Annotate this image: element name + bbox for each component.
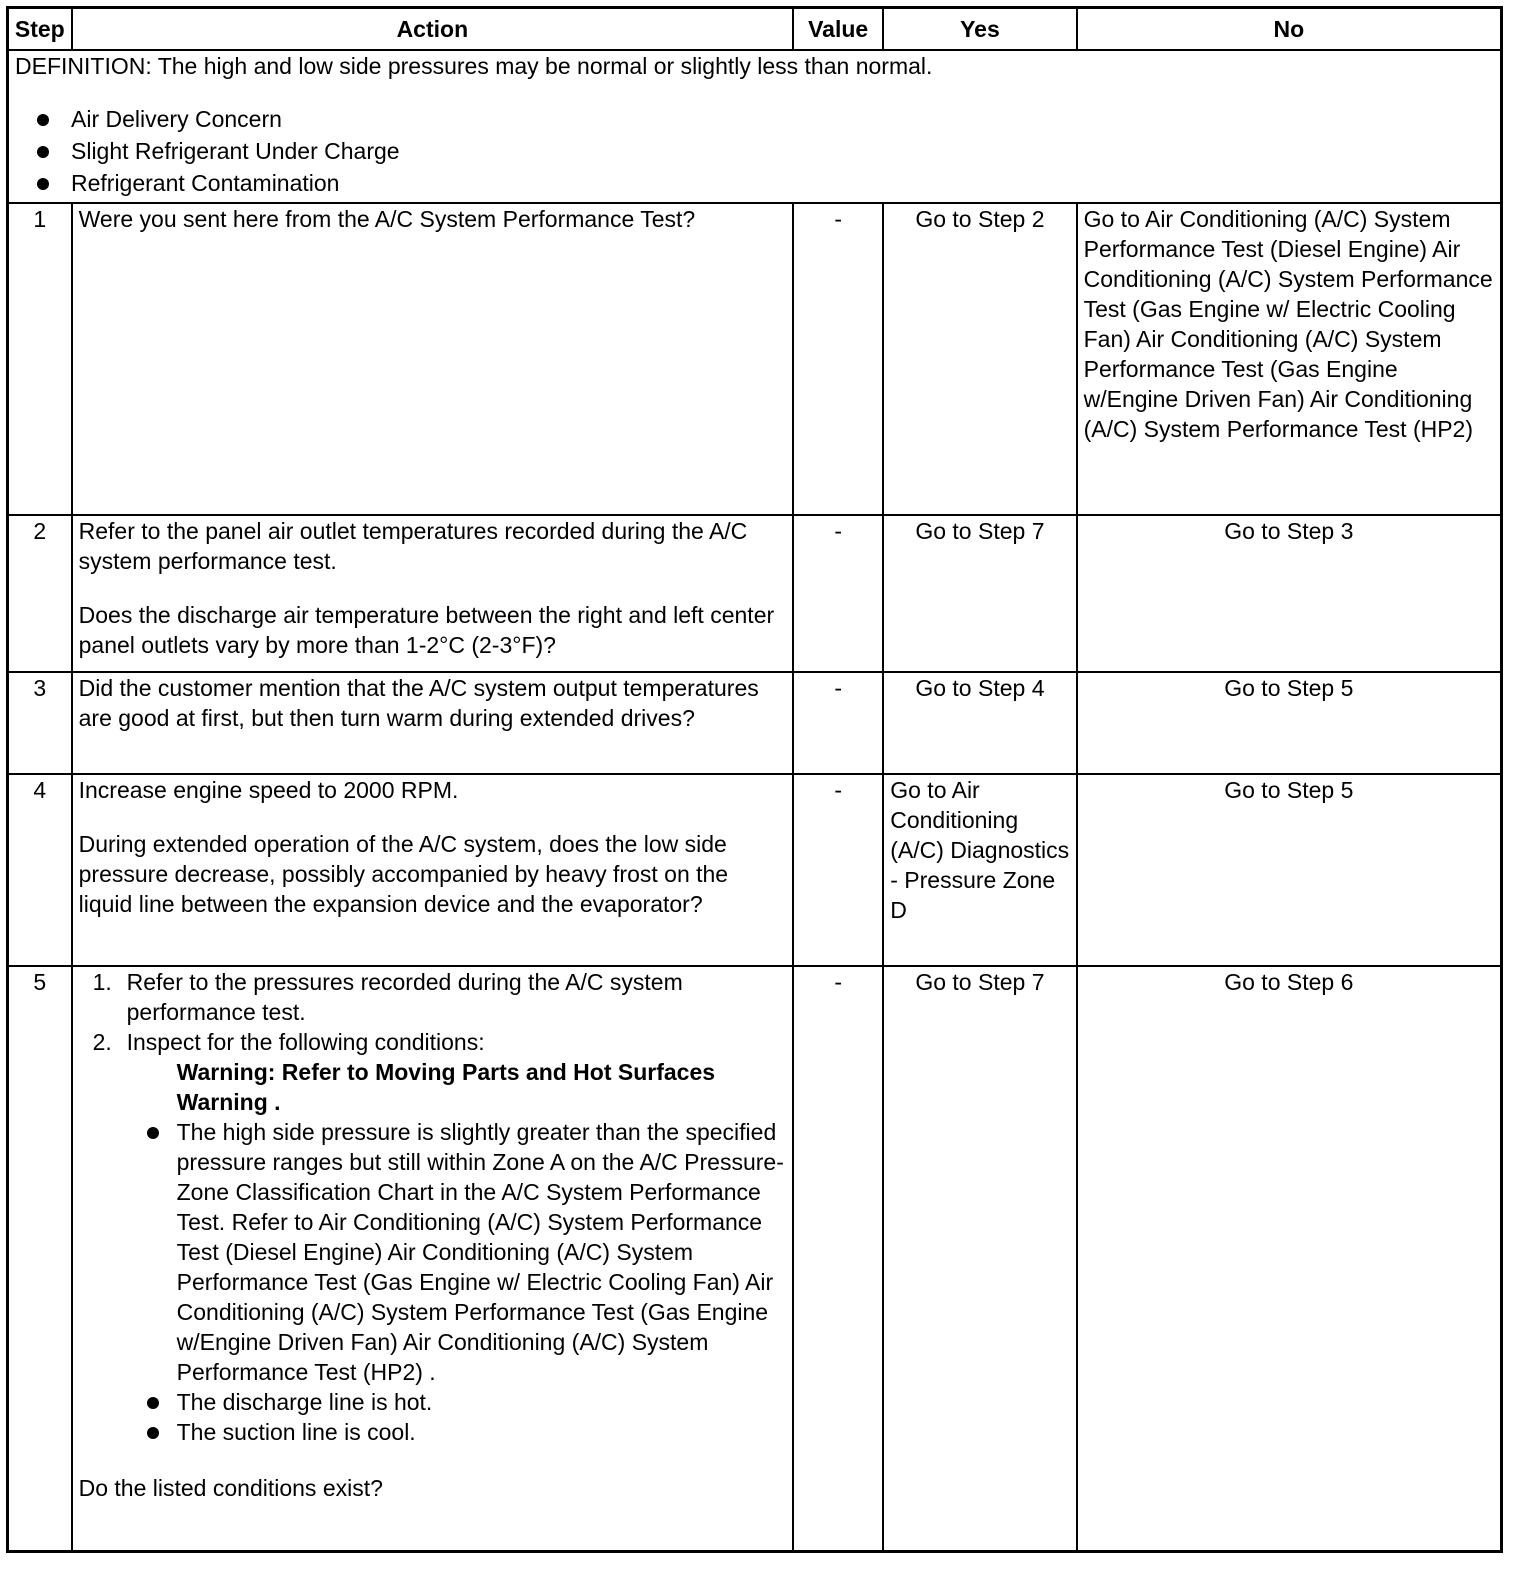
definition-row [8, 50, 1502, 203]
no-cell: Go to Step 3 [1077, 515, 1502, 672]
no-cell: Go to Air Conditioning (A/C) System Performance Test (Diesel Engine) Air Conditioning (A/C) System Performance Test (Gas Engine w/ Electric Cooling Fan) Air Conditioning (A/C) System Performance Test (Gas Engine w/Engine Driven Fan) Air Conditioning (A/C) System Performance Test (HP2) [1077, 203, 1502, 515]
step-number: 1 [8, 203, 72, 515]
substep-text: Refer to the pressures recorded during the A/C system performance test. [126, 969, 683, 1025]
action-cell [72, 515, 793, 672]
header-step: Step [8, 8, 72, 51]
diagnostic-table [6, 6, 1503, 1553]
yes-cell: Go to Step 2 [883, 203, 1076, 515]
table-row [8, 966, 1502, 1551]
definition-text: DEFINITION: The high and low side pressures may be normal or slightly less than normal. [15, 53, 933, 79]
table-row [8, 203, 1502, 515]
yes-cell: Go to Air Conditioning (A/C) Diagnostics - Pressure Zone D [883, 774, 1076, 966]
no-cell: Go to Step 5 [1077, 774, 1502, 966]
action-cell [72, 672, 793, 774]
condition-list [79, 1117, 786, 1447]
definition-item: Slight Refrigerant Under Charge [15, 135, 1494, 167]
action-question: Does the discharge air temperature between the right and left center panel outlets vary by more than 1-2°C (2-3°F)? [78, 602, 775, 658]
no-cell: Go to Step 6 [1077, 966, 1502, 1551]
action-question: Do the listed conditions exist? [78, 1475, 383, 1501]
action-cell [72, 203, 793, 515]
action-text: Were you sent here from the A/C System Performance Test? [78, 206, 696, 232]
header-row [8, 8, 1502, 51]
step-number: 5 [8, 966, 72, 1551]
step-number: 4 [8, 774, 72, 966]
action-text: Did the customer mention that the A/C system output temperatures are good at first, but then turn warm during extended drives? [78, 675, 759, 731]
definition-item: Refrigerant Contamination [15, 167, 1494, 199]
value-cell: - [793, 515, 883, 672]
yes-cell: Go to Step 7 [883, 515, 1076, 672]
condition-item: The suction line is cool. [79, 1417, 786, 1447]
yes-cell: Go to Step 4 [883, 672, 1076, 774]
header-no: No [1077, 8, 1502, 51]
action-cell [72, 966, 793, 1551]
action-cell [72, 774, 793, 966]
table-row [8, 774, 1502, 966]
header-action: Action [72, 8, 793, 51]
header-yes: Yes [883, 8, 1076, 51]
yes-cell: Go to Step 7 [883, 966, 1076, 1551]
no-cell: Go to Step 5 [1077, 672, 1502, 774]
warning-text: Warning: Refer to Moving Parts and Hot Surfaces Warning . [176, 1059, 716, 1115]
definition-cell [8, 50, 1502, 203]
value-cell: - [793, 203, 883, 515]
action-text: Increase engine speed to 2000 RPM. [78, 777, 459, 803]
value-cell: - [793, 966, 883, 1551]
substep-item [79, 1027, 786, 1057]
substep-item [79, 967, 786, 1027]
action-text: Refer to the panel air outlet temperatures recorded during the A/C system performance test. [78, 518, 748, 574]
substep-list [79, 967, 786, 1057]
action-question: During extended operation of the A/C system, does the low side pressure decrease, possibly accompanied by heavy frost on the liquid line between the expansion device and the evaporator? [78, 831, 729, 917]
value-cell: - [793, 774, 883, 966]
header-value: Value [793, 8, 883, 51]
table-row [8, 672, 1502, 774]
step-number: 2 [8, 515, 72, 672]
table-row [8, 515, 1502, 672]
step-number: 3 [8, 672, 72, 774]
substep-number: 2. [92, 1029, 112, 1055]
definition-item: Air Delivery Concern [15, 103, 1494, 135]
substep-number: 1. [92, 969, 112, 995]
value-cell: - [793, 672, 883, 774]
substep-text: Inspect for the following conditions: [126, 1029, 485, 1055]
condition-item: The high side pressure is slightly greater than the specified pressure ranges but still within Zone A on the A/C Pressure-Zone Classification Chart in the A/C System Performance Test. Refer to Air Conditioning (A/C) System Performance Test (Diesel Engine) Air Conditioning (A/C) System Performance Test (Gas Engine w/ Electric Cooling Fan) Air Conditioning (A/C) System Performance Test (Gas Engine w/Engine Driven Fan) Air Conditioning (A/C) System Performance Test (HP2) . [79, 1117, 786, 1387]
condition-item: The discharge line is hot. [79, 1387, 786, 1417]
definition-list [15, 103, 1494, 199]
